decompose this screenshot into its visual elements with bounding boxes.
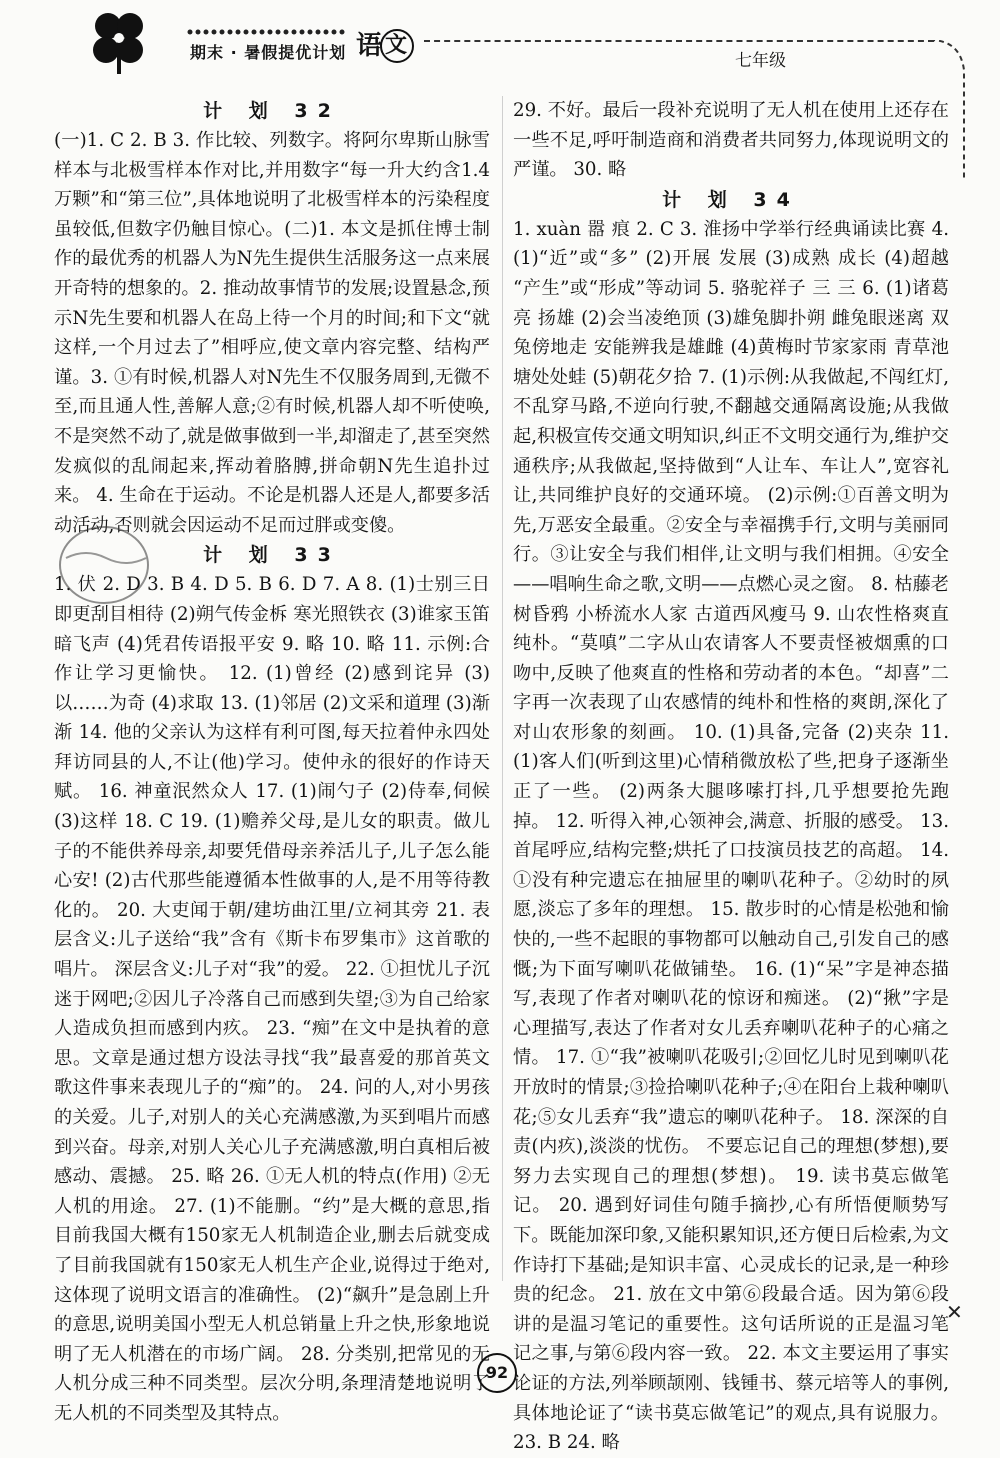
right-column	[513, 96, 949, 1458]
plan-33-answers: 1. 伏 2. D 3. B 4. D 5. B 6. D 7. A 8. (1)士别三日 即更刮目相待 (2)朔气传金柝 寒光照铁衣 (3)谁家玉笛暗飞声 (4)凭君传语报平安 9. 略 10. 略 11. 示例:合作让学习更愉快。 12. (1)曾经 (2)感到诧异 (3)以……为奇 (4)求取 13. (1)邻居 (2)文采和道理 (3)渐渐 14. 他的父亲认为这样有利可图,每天拉着仲永四处拜访同县的人,不让(他)学习。使仲永的很好的作诗天赋。 16. 神童泯然众人 17. (1)闹勺子 (2)侍奉,伺候 (3)这样 18. C 19. (1)赡养父母,是儿女的职责。做儿子的不能供养母亲,却要凭借母亲养活儿子,儿子怎么能心安! (2)古代那些能遵循本性做事的人,是不用等待教化的。 20. 大吏闻于朝/建坊曲江里/立祠其旁 21. 表层含义:儿子送给“我”含有《斯卡布罗集市》这首歌的唱片。 深层含义:儿子对“我”的爱。 22. ①担忧儿子沉迷于网吧;②因儿子冷落自己而感到失望;③为自己给家人造成负担而感到内疚。 23. “痴”在文中是执着的意思。文章是通过想方设法寻找“我”最喜爱的那首英文歌这件事来表现儿子的“痴”的。 24. 问的人,对小男孩的关爱。儿子,对别人的关心充满感激,为买到唱片而感到兴奋。母亲,对别人关心儿子充满感激,明白真相后被感动、震撼。 25. 略 26. ①无人机的特点(作用) ②无人机的用途。 27. (1)不能删。“约”是大概的意思,指目前我国大概有150家无人机制造企业,删去后就变成了目前我国就有150家无人机生产企业,说得过于绝对,这体现了说明文语言的准确性。 (2)“飙升”是急剧上升的意思,说明美国小型无人机总销量上升之快,形象地说明了无人机潜在的市场广阔。 28. 分类别,把常见的无人机分成三种不同类型。层次分明,条理清楚地说明了无人机的不同类型及其特点。	[54, 574, 490, 1424]
header-dashed-line	[424, 40, 934, 42]
plan-32-heading: 计 划 32	[203, 100, 341, 122]
series-title: 期末 · 暑假提优计划	[190, 43, 347, 62]
bead-decoration-icon	[186, 26, 354, 38]
grade-label: 七年级	[735, 51, 786, 71]
corner-arrow-icon: ✕	[946, 1300, 963, 1324]
subject-circled-char: 文	[380, 29, 414, 63]
subject-label	[356, 26, 420, 66]
plan-33-continued-answers: 29. 不好。最后一段补充说明了无人机在使用上还存在一些不足,呼吁制造商和消费者共同努力,体现说明文的严谨。 30. 略	[513, 100, 949, 181]
plan-34-answers: 1. xuàn 嚣 痕 2. C 3. 淮扬中学举行经典诵读比赛 4. (1)“近”或“多” (2)开展 发展 (3)成熟 成长 (4)超越 “产生”或“形成”等动词 5. 骆驼祥子 三 三 6. (1)诸葛亮 扬雄 (2)会当凌绝顶 (3)雄兔脚扑朔 雌兔眼迷离 双兔傍地走 安能辨我是雄雌 (4)黄梅时节家家雨 青草池塘处处蛙 (5)朝花夕拾 7. (1)示例:从我做起,不闯红灯,不乱穿马路,不逆向行驶,不翻越交通隔离设施;从我做起,积极宣传交通文明知识,纠正不文明交通行为,维护交通秩序;从我做起,坚持做到“人让车、车让人”,宽容礼让,共同维护良好的交通环境。 (2)示例:①百善文明为先,万恶安全最重。②安全与幸福携手行,文明与美丽同行。③让安全与我们相伴,让文明与我们相拥。④安全——唱响生命之歌,文明——点燃心灵之窗。 8. 枯藤老树昏鸦 小桥流水人家 古道西风瘦马 9. 山农性格爽直纯朴。“莫嗔”二字从山农请客人不要责怪被烟熏的口吻中,反映了他爽直的性格和劳动者的本色。“却喜”二字再一次表现了山农感情的纯朴和性格的爽朗,深化了对山农形象的刻画。 10. (1)具备,完备 (2)夹杂 11. (1)客人们(听到这里)心情稍微放松了些,把身子逐渐坐正了一些。 (2)两条大腿哆嗦打抖,几乎想要抢先跑掉。 12. 听得入神,心领神会,满意、折服的感受。 13. 首尾呼应,结构完整;烘托了口技演员技艺的高超。 14. ①没有种完遗忘在抽屉里的喇叭花种子。②幼时的夙愿,淡忘了多年的理想。 15. 散步时的心情是松弛和愉快的,一些不起眼的事物都可以触动自己,引发自己的感慨;为下面写喇叭花做铺垫。 16. (1)“呆”字是神态描写,表现了作者对喇叭花的惊讶和痴迷。 (2)“揪”字是心理描写,表达了作者对女儿丢弃喇叭花种子的心痛之情。 17. ①“我”被喇叭花吸引;②回忆儿时见到喇叭花开放时的情景;③捡拾喇叭花种子;④在阳台上栽种喇叭花;⑤女儿丢弃“我”遗忘的喇叭花种子。 18. 深深的自责(内疚),淡淡的忧伤。 不要忘记自己的理想(梦想),要努力去实现自己的理想(梦想)。 19. 读书莫忘做笔记。 20. 遇到好词佳句随手摘抄,心有所悟便顺势写下。既能加深印象,又能积累知识,还方便日后检索,为文作诗打下基础;是知识丰富、心灵成长的记录,是一种珍贵的纪念。 21. 放在文中第⑥段最合适。因为第⑥段讲的是温习笔记的重要性。这句话所说的正是温习笔记之事,与第⑥段内容一致。 22. 本文主要运用了事实论证的方法,列举顾颉刚、钱锺书、蔡元培等人的事例,具体地论证了“读书莫忘做笔记”的观点,具有说服力。 23. B 24. 略	[513, 218, 949, 1454]
handwritten-stamp-icon	[54, 518, 154, 613]
subject-char: 语	[356, 31, 385, 61]
plan-34-heading: 计 划 34	[662, 188, 800, 211]
column-divider	[502, 96, 503, 1281]
left-column	[54, 96, 490, 1429]
page-number: 92	[477, 1353, 517, 1393]
page-header	[0, 0, 1000, 100]
clover-icon	[84, 6, 154, 76]
plan-33-heading: 计 划 33	[203, 544, 341, 567]
plan-32-answers: (一)1. C 2. B 3. 作比较、列数字。将阿尔卑斯山脉雪样本与北极雪样本作对比,并用数字“每一升大约含1.4万颗”和“第三位”,具体地说明了北极雪样本的污染程度虽较低,但数字仍触目惊心。(二)1. 本文是抓住博士制作的最优秀的机器人为N先生提供生活服务这一点来展开奇特的想象的。2. 推动故事情节的发展;设置悬念,预示N先生要和机器人在岛上待一个月的时间;和下文“就这样,一个月过去了”相呼应,使文章内容完整、结构严谨。3. ①有时候,机器人对N先生不仅服务周到,无微不至,而且通人性,善解人意;②有时候,机器人却不听使唤,不是突然不动了,就是做事做到一半,却溜走了,甚至突然发疯似的乱闹起来,挥动着胳膊,拼命朝N先生追扑过来。 4. 生命在于运动。不论是机器人还是人,都要多活动活动,否则就会因运动不足而过胖或变傻。	[54, 130, 490, 536]
